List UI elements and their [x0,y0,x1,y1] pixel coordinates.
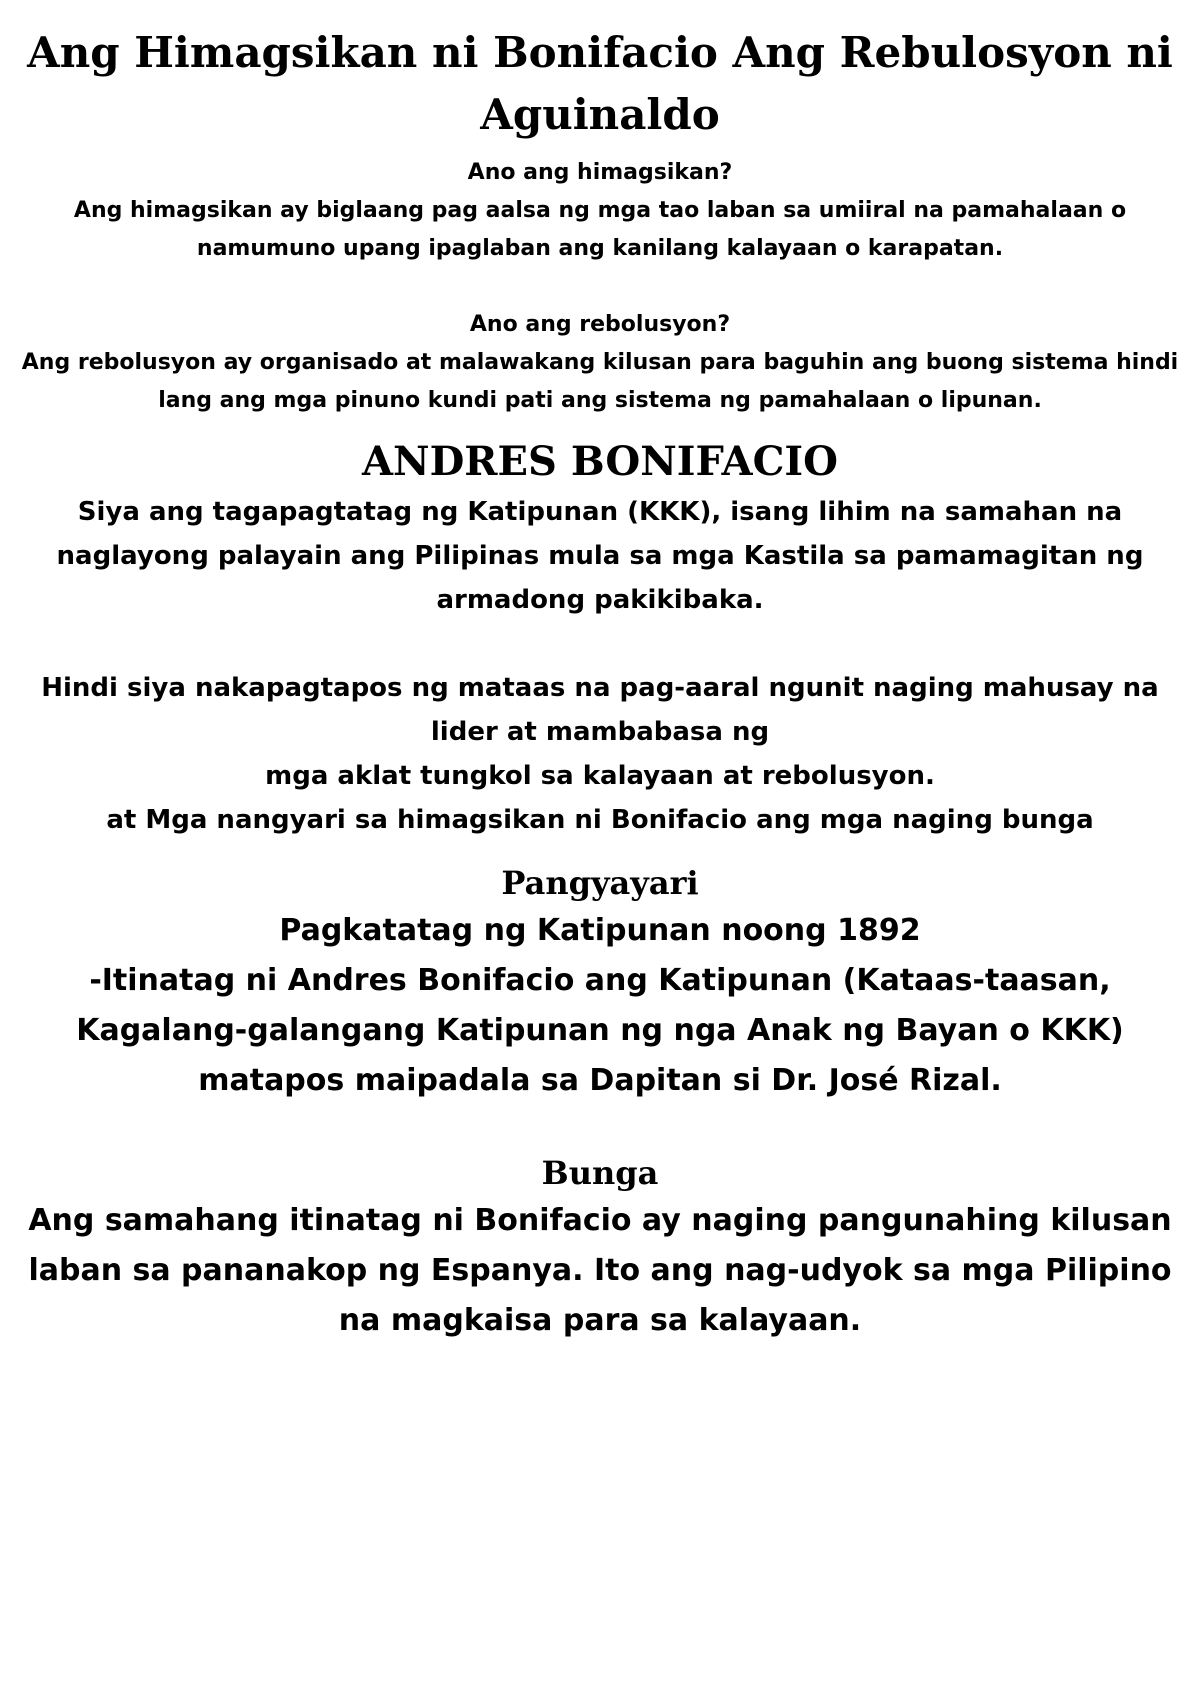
bonifacio-paragraph-2-line-2: mga aklat tungkol sa kalayaan at rebolusyon. [265,761,935,791]
spacer [20,622,1180,666]
rebolusyon-question: Ano ang rebolusyon? [469,312,731,337]
pangyayari-line-2: -Itinatag ni Andres Bonifacio ang Katipunan (Kataas-taasan, Kagalang-galangang Katipunan ng nga Anak ng Bayan o KKK) matapos maipadala sa Dapitan si Dr. José Rizal. [76,963,1124,1098]
bunga-content [20,1196,1180,1346]
document-title: Ang Himagsikan ni Bonifacio Ang Rebulosyon ni Aguinaldo [27,28,1173,139]
pangyayari-heading: Pangyayari [501,864,699,902]
bonifacio-bio [20,490,1180,842]
rebolusyon-answer: Ang rebolusyon ay organisado at malawakang kilusan para baguhin ang buong sistema hindi lang ang mga pinuno kundi pati ang sistema ng pamahalaan o lipunan. [21,350,1179,413]
himagsikan-answer: Ang himagsikan ay biglaang pag aalsa ng mga tao laban sa umiiral na pamahalaan o namumuno upang ipaglaban ang kanilang kalayaan o karapatan. [73,198,1127,261]
himagsikan-definition [20,154,1180,268]
rebolusyon-definition [20,306,1180,420]
bunga-text: Ang samahang itinatag ni Bonifacio ay naging pangunahing kilusan laban sa pananakop ng Espanya. Ito ang nag-udyok sa mga Pilipino na magkaisa para sa kalayaan. [28,1203,1172,1338]
spacer [20,268,1180,306]
bonifacio-heading: ANDRES BONIFACIO [362,438,838,485]
bonifacio-paragraph-1: Siya ang tagapagtatag ng Katipunan (KKK), isang lihim na samahan na naglayong palayain ang Pilipinas mula sa mga Kastila sa pamamagitan ng armadong pakikibaka. [56,497,1144,615]
bonifacio-paragraph-2-line-3: at Mga nangyari sa himagsikan ni Bonifacio ang mga naging bunga [106,805,1094,835]
bonifacio-paragraph-2-line-1: Hindi siya nakapagtapos ng mataas na pag-aaral ngunit naging mahusay na lider at mambabasa ng [41,673,1159,747]
bunga-heading: Bunga [541,1154,659,1192]
pangyayari-line-1: Pagkatatag ng Katipunan noong 1892 [279,913,921,948]
pangyayari-content [20,906,1180,1106]
himagsikan-question: Ano ang himagsikan? [467,160,733,185]
spacer [20,1106,1180,1150]
